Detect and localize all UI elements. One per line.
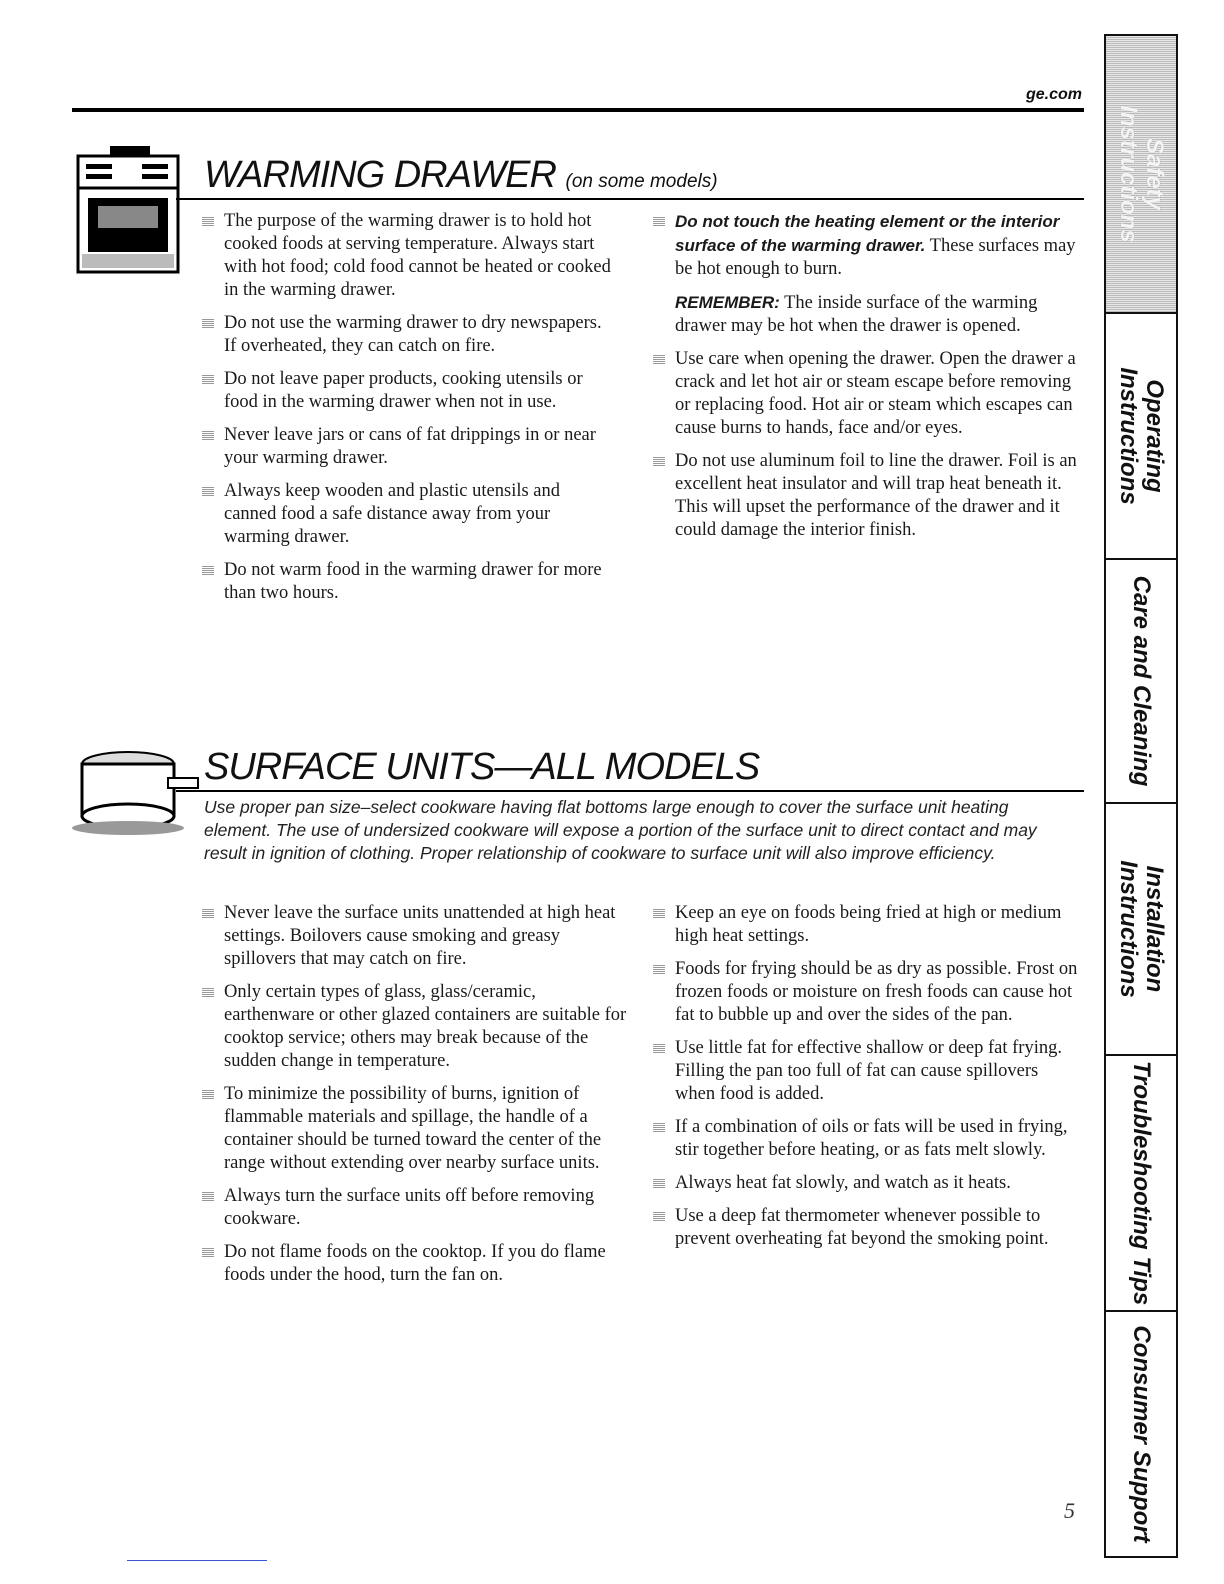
remember-label: REMEMBER: (675, 293, 780, 312)
site-url: ge.com (1025, 86, 1082, 103)
warming-drawer-left-column (202, 210, 612, 615)
warning-lead: Do not touch the heating element or the interior surface of the warming drawer. (675, 212, 1060, 255)
warming-drawer-title (204, 154, 718, 197)
list-item: Use care when opening the drawer. Open the drawer a crack and let hot air or steam escape before removing or replacing food. Hot air or steam which escapes can cause burns to hands, face and/or eyes. (653, 348, 1081, 440)
tab-consumer-support[interactable] (1106, 1312, 1176, 1556)
bullet-icon (653, 1211, 665, 1221)
bullet-icon (202, 374, 214, 384)
footer-rule (127, 1560, 267, 1561)
bullet-icon (202, 430, 214, 440)
surface-units-right-column (653, 902, 1081, 1261)
list-item: Do not touch the heating element or the interior surface of the warming drawer. These surfaces may be hot enough to burn. (653, 210, 1081, 281)
list-item: Never leave jars or cans of fat drippings in or near your warming drawer. (202, 424, 612, 470)
header-rule (72, 108, 1084, 112)
list-item: Do not leave paper products, cooking utensils or food in the warming drawer when not in use. (202, 368, 612, 414)
bullet-icon (202, 318, 214, 328)
tab-operating-instructions[interactable] (1106, 314, 1176, 560)
tab-label: Consumer Support (1128, 1325, 1155, 1543)
range-icon (76, 146, 180, 274)
bullet-icon (202, 1191, 214, 1201)
tab-installation-instructions[interactable] (1106, 804, 1176, 1056)
tab-care-and-cleaning[interactable] (1106, 560, 1176, 804)
bullet-icon (202, 1089, 214, 1099)
bullet-icon (653, 354, 665, 364)
bullet-icon (202, 1247, 214, 1257)
bullet-icon (202, 486, 214, 496)
bullet-icon (653, 1122, 665, 1132)
bullet-icon (653, 964, 665, 974)
bullet-icon (653, 1043, 665, 1053)
list-item: If a combination of oils or fats will be used in frying, stir together before heating, or as fats melt slowly. (653, 1116, 1081, 1162)
page-number: 5 (1064, 1498, 1075, 1523)
bullet-icon (653, 908, 665, 918)
tab-label: Operating Instructions (1115, 367, 1168, 505)
list-item: Do not use aluminum foil to line the drawer. Foil is an excellent heat insulator and will trap heat beneath it. This will upset the performance of the drawer and it could damage the interior finish. (653, 450, 1081, 542)
list-item: Use little fat for effective shallow or deep fat frying. Filling the pan too full of fat can cause spillovers when food is added. (653, 1037, 1081, 1106)
bullet-icon (653, 456, 665, 466)
list-item: Always turn the surface units off before removing cookware. (202, 1185, 630, 1231)
surface-units-rule (176, 790, 1084, 792)
tab-label: Installation Instructions (1115, 860, 1168, 998)
list-item: To minimize the possibility of burns, ignition of flammable materials and spillage, the handle of a container should be turned toward the center of the range without extending over nearby surface units. (202, 1083, 630, 1175)
section-tabs (1104, 34, 1178, 1558)
list-item: Do not warm food in the warming drawer for more than two hours. (202, 559, 612, 605)
tab-label: Troubleshooting Tips (1128, 1060, 1155, 1306)
list-item: Foods for frying should be as dry as possible. Frost on frozen foods or moisture on fresh foods can cause hot fat to bubble up and over the sides of the pan. (653, 958, 1081, 1027)
list-item: Always keep wooden and plastic utensils and canned food a safe distance away from your warming drawer. (202, 480, 612, 549)
list-item: Never leave the surface units unattended at high heat settings. Boilovers cause smoking and greasy spillovers that may catch on fire. (202, 902, 630, 971)
surface-units-left-column (202, 902, 630, 1297)
warming-drawer-rule (176, 198, 1084, 200)
bullet-icon (653, 216, 665, 226)
list-item: Do not flame foods on the cooktop. If you do flame foods under the hood, turn the fan on. (202, 1241, 630, 1287)
surface-units-intro: Use proper pan size–select cookware having flat bottoms large enough to cover the surface unit heating element. The use of undersized cookware will expose a portion of the surface unit to direct contact and may result in ignition of clothing. Proper relationship of cookware to surface unit will also improve efficiency. (204, 797, 1037, 863)
warming-drawer-right-column (653, 210, 1081, 552)
surface-units-title: SURFACE UNITS—ALL MODELS (204, 746, 760, 788)
list-item: Use a deep fat thermometer whenever possible to prevent overheating fat beyond the smoking point. (653, 1205, 1081, 1251)
warming-drawer-title-text: WARMING DRAWER (204, 154, 556, 196)
pot-icon (70, 748, 200, 836)
tab-label: Safety Instructions (1115, 105, 1168, 243)
warming-drawer-subtitle: (on some models) (565, 171, 718, 192)
bullet-icon (653, 1178, 665, 1188)
tab-safety-instructions[interactable] (1106, 36, 1176, 314)
bullet-icon (202, 565, 214, 575)
list-item: Do not use the warming drawer to dry newspapers. If overheated, they can catch on fire. (202, 312, 612, 358)
list-item: Only certain types of glass, glass/ceramic, earthenware or other glazed containers are suitable for cooktop service; others may break because of the sudden change in temperature. (202, 981, 630, 1073)
tab-troubleshooting-tips[interactable] (1106, 1056, 1176, 1312)
list-item: Keep an eye on foods being fried at high or medium high heat settings. (653, 902, 1081, 948)
remember-note: REMEMBER: The inside surface of the warming drawer may be hot when the drawer is opened. (675, 293, 1038, 336)
bullet-icon (202, 987, 214, 997)
tab-label: Care and Cleaning (1128, 575, 1155, 787)
list-item: The purpose of the warming drawer is to hold hot cooked foods at serving temperature. Always start with hot food; cold food cannot be heated or cooked in the warming drawer. (202, 210, 612, 302)
bullet-icon (202, 216, 214, 226)
list-item: Always heat fat slowly, and watch as it heats. (653, 1172, 1081, 1195)
bullet-icon (202, 908, 214, 918)
